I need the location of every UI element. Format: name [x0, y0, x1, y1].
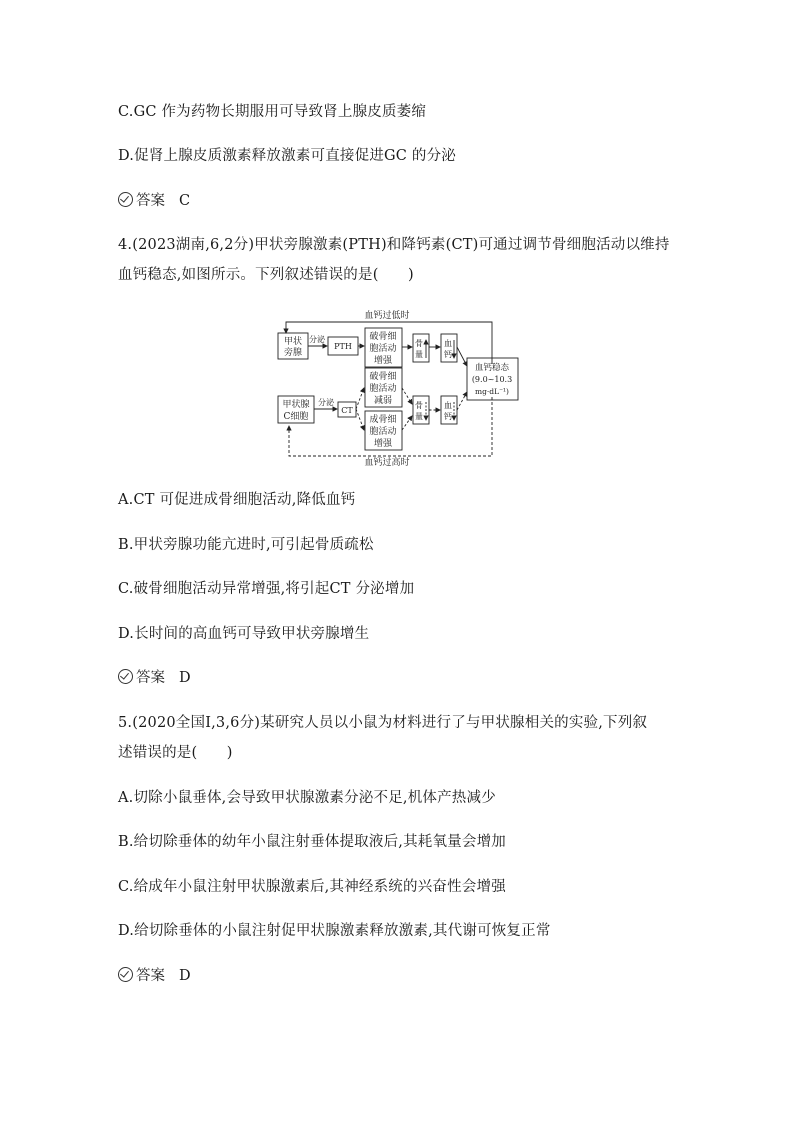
check-circle-icon [118, 192, 133, 207]
svg-text:钙: 钙 [444, 350, 452, 359]
q4-option-c: C.破骨细胞活动异常增强,将引起CT 分泌增加 [118, 581, 415, 597]
svg-text:血钙稳态: 血钙稳态 [474, 363, 510, 373]
high-calcium-label: 血钙过高时 [364, 458, 410, 466]
q4-answer [118, 668, 191, 688]
svg-text:mg·dL⁻¹): mg·dL⁻¹) [475, 387, 509, 396]
q4-stem-line1: 4.(2023湖南,6,2分)甲状旁腺激素(PTH)和降钙素(CT)可通过调节骨细胞活动以维持 [118, 237, 670, 253]
svg-text:胞活动: 胞活动 [369, 427, 397, 437]
svg-text:量: 量 [415, 412, 423, 421]
svg-text:胞活动: 胞活动 [369, 344, 397, 354]
svg-text:量: 量 [415, 350, 423, 359]
svg-text:成骨细: 成骨细 [369, 415, 397, 425]
q3-answer [118, 191, 190, 211]
svg-text:甲状腺: 甲状腺 [282, 400, 310, 410]
q5-stem-line1: 5.(2020全国Ⅰ,3,6分)某研究人员以小鼠为材料进行了与甲状腺相关的实验,下列叙 [118, 715, 648, 731]
svg-text:分泌: 分泌 [318, 398, 334, 407]
answer-label: 答案 [136, 670, 165, 686]
svg-text:增强: 增强 [373, 439, 393, 449]
q5-option-a: A.切除小鼠垂体,会导致甲状腺激素分泌不足,机体产热减少 [118, 790, 496, 806]
svg-text:破骨细: 破骨细 [369, 332, 397, 342]
svg-text:减弱: 减弱 [373, 396, 393, 406]
svg-text:胞活动: 胞活动 [369, 384, 397, 394]
q5-answer [118, 966, 191, 986]
low-calcium-label: 血钙过低时 [364, 311, 410, 321]
svg-text:甲状: 甲状 [283, 337, 303, 347]
svg-text:(9.0~10.3: (9.0~10.3 [471, 375, 513, 384]
q3-option-c: C.GC 作为药物长期服用可导致肾上腺皮质萎缩 [118, 104, 427, 120]
q3-option-d: D.促肾上腺皮质激素释放激素可直接促进GC 的分泌 [118, 148, 457, 164]
q5-stem-line2: 述错误的是( ) [118, 745, 233, 761]
svg-text:骨: 骨 [415, 401, 423, 410]
answer-label: 答案 [136, 193, 165, 209]
check-circle-icon [118, 669, 133, 684]
q4-option-d: D.长时间的高血钙可导致甲状旁腺增生 [118, 626, 370, 642]
answer-value: C [179, 193, 191, 209]
q4-option-b: B.甲状旁腺功能亢进时,可引起骨质疏松 [118, 537, 374, 553]
answer-value: D [179, 670, 191, 686]
svg-text:血: 血 [444, 339, 452, 348]
svg-text:旁腺: 旁腺 [283, 348, 303, 358]
check-circle-icon [118, 967, 133, 982]
svg-text:钙: 钙 [444, 412, 452, 421]
answer-label: 答案 [136, 968, 165, 984]
answer-value: D [179, 968, 191, 984]
q5-option-d: D.给切除垂体的小鼠注射促甲状腺激素释放激素,其代谢可恢复正常 [118, 923, 551, 939]
calcium-regulation-diagram [272, 304, 522, 466]
q4-stem-line2: 血钙稳态,如图所示。下列叙述错误的是( ) [118, 267, 414, 283]
q4-option-a: A.CT 可促进成骨细胞活动,降低血钙 [118, 492, 356, 508]
svg-text:PTH: PTH [334, 342, 352, 351]
svg-text:CT: CT [341, 406, 353, 415]
svg-text:C细胞: C细胞 [283, 412, 309, 422]
q5-option-c: C.给成年小鼠注射甲状腺激素后,其神经系统的兴奋性会增强 [118, 879, 506, 895]
svg-text:骨: 骨 [415, 339, 423, 348]
svg-text:增强: 增强 [373, 356, 393, 366]
svg-text:分泌: 分泌 [309, 335, 325, 344]
svg-text:破骨细: 破骨细 [369, 372, 397, 382]
q5-option-b: B.给切除垂体的幼年小鼠注射垂体提取液后,其耗氧量会增加 [118, 834, 506, 850]
svg-text:血: 血 [444, 401, 452, 410]
